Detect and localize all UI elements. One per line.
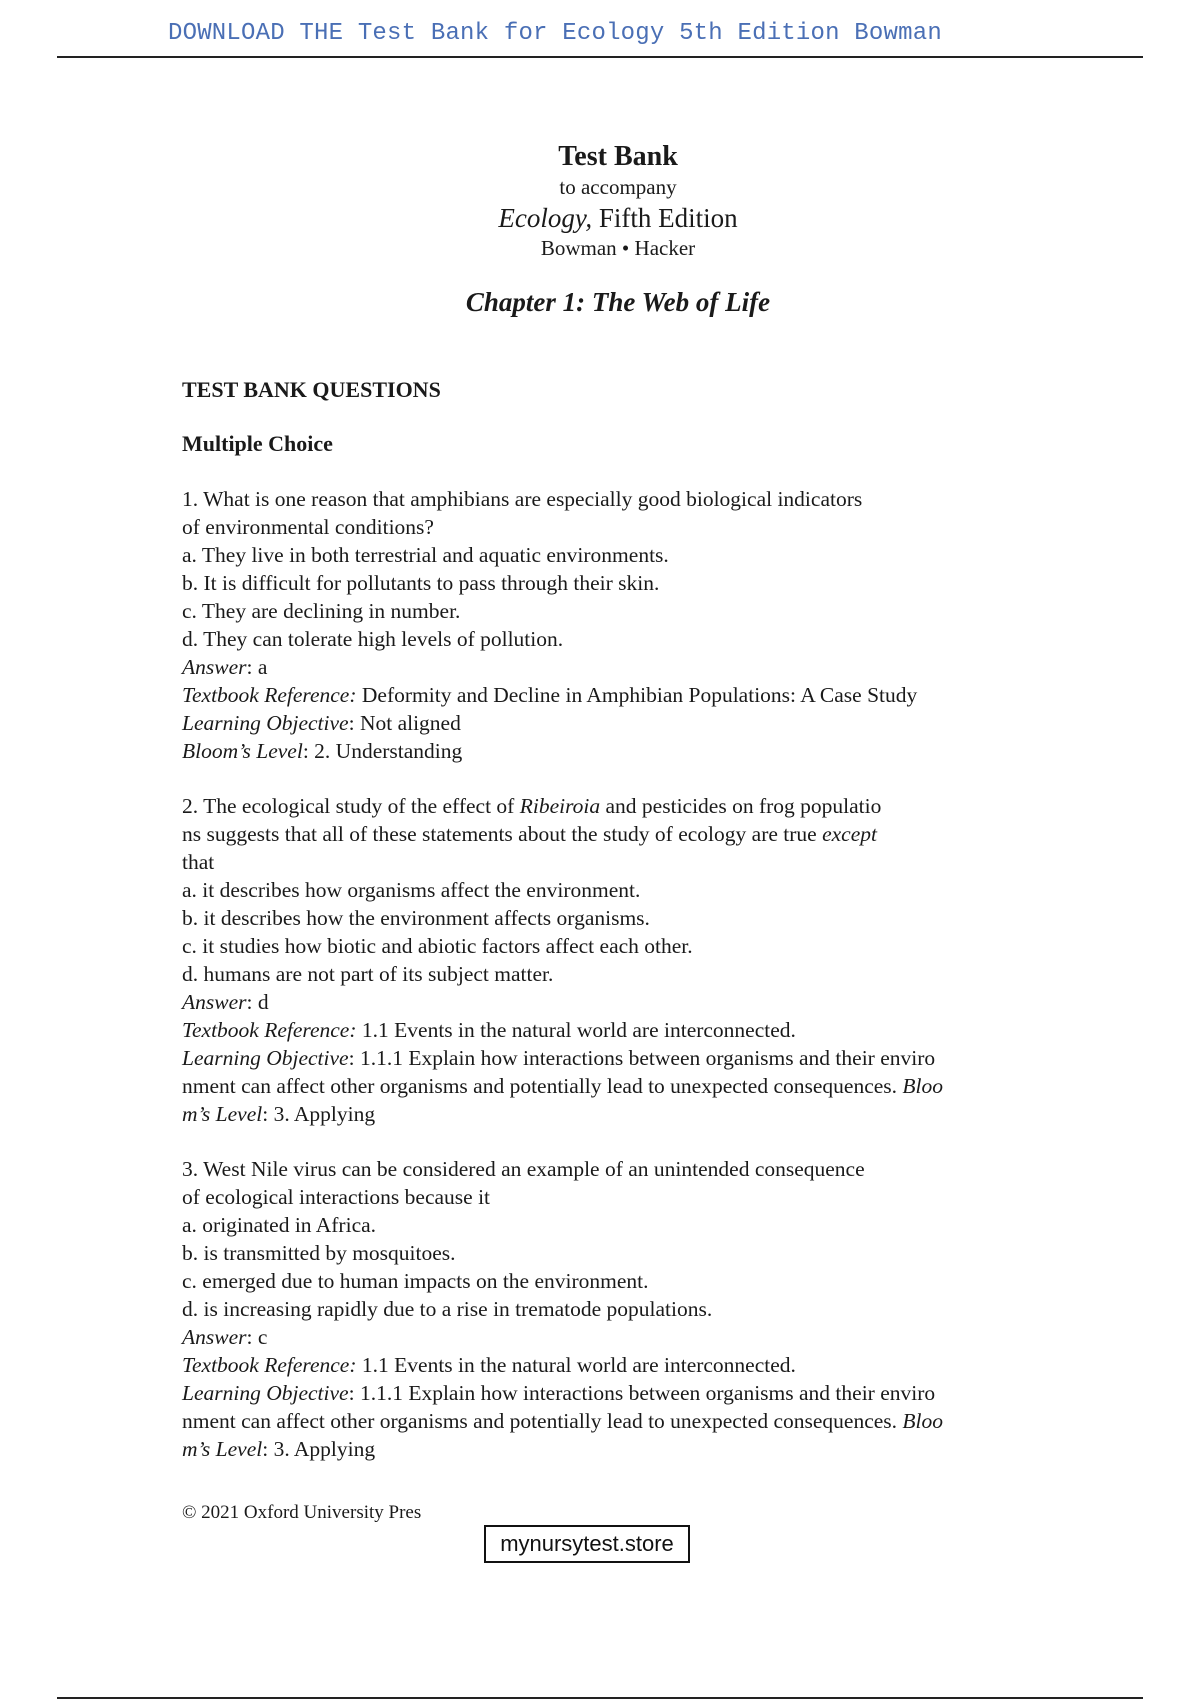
answer-option: b. it describes how the environment affects organisms. — [182, 906, 650, 930]
objective-line — [182, 1379, 1082, 1407]
answer-option: a. it describes how organisms affect the environment. — [182, 878, 641, 902]
answer-label: Answer — [182, 1325, 247, 1349]
question-stem: 1. What is one reason that amphibians are especially good biological indicators — [182, 487, 863, 511]
bottom-divider — [57, 1697, 1143, 1699]
answer-option: a. They live in both terrestrial and aquatic environments. — [182, 543, 669, 567]
question-type-heading: Multiple Choice — [182, 431, 333, 456]
answer-value: : a — [246, 655, 268, 679]
answer-option: c. They are declining in number. — [182, 599, 461, 623]
blooms-label: Bloo — [902, 1074, 944, 1098]
blooms-value: : 3. Applying — [262, 1437, 376, 1461]
book-title — [0, 202, 1200, 234]
book-title-italic: Ecology, — [498, 203, 593, 233]
blooms-line — [182, 737, 1082, 765]
stem-text: 2. The ecological study of the effect of — [182, 794, 520, 818]
blooms-label: m’s Level — [182, 1437, 263, 1461]
question-stem: 3. West Nile virus can be considered an example of an unintended consequence — [182, 1157, 865, 1181]
blooms-line — [182, 1100, 1082, 1128]
copyright-notice: © 2021 Oxford University Pres — [182, 1502, 422, 1523]
reference-label: Textbook Reference: — [182, 683, 357, 707]
reference-line — [182, 1351, 1082, 1379]
answer-line — [182, 1323, 1082, 1351]
answer-line — [182, 653, 1082, 681]
reference-label: Textbook Reference: — [182, 1353, 357, 1377]
answer-option: b. It is difficult for pollutants to pass through their skin. — [182, 571, 660, 595]
document-subtitle: to accompany — [559, 175, 677, 199]
objective-line — [182, 1407, 1082, 1435]
answer-option: c. emerged due to human impacts on the environment. — [182, 1269, 649, 1293]
top-divider — [57, 56, 1143, 58]
objective-value: nment can affect other organisms and potentially lead to unexpected consequences. — [182, 1074, 903, 1098]
stem-text: ns suggests that all of these statements about the study of ecology are true — [182, 822, 823, 846]
answer-option: d. They can tolerate high levels of pollution. — [182, 627, 564, 651]
store-watermark-link[interactable]: mynursytest.store — [484, 1525, 690, 1563]
reference-value: Deformity and Decline in Amphibian Populations: A Case Study — [356, 683, 918, 707]
stem-text: and pesticides on frog populatio — [600, 794, 882, 818]
answer-option: d. is increasing rapidly due to a rise in trematode populations. — [182, 1297, 713, 1321]
question-3 — [182, 1155, 1082, 1463]
objective-line — [182, 1044, 1082, 1072]
answer-line — [182, 988, 1082, 1016]
reference-line — [182, 1016, 1082, 1044]
blooms-label: Bloom’s Level — [182, 739, 303, 763]
question-stem: that — [182, 850, 215, 874]
question-1 — [182, 485, 1082, 765]
blooms-label: m’s Level — [182, 1102, 263, 1126]
question-stem — [182, 820, 1082, 848]
blooms-value: : 3. Applying — [262, 1102, 376, 1126]
answer-option: d. humans are not part of its subject matter. — [182, 962, 554, 986]
book-edition: Fifth Edition — [592, 203, 738, 233]
reference-value: 1.1 Events in the natural world are interconnected. — [356, 1018, 796, 1042]
objective-label: Learning Objective — [182, 711, 349, 735]
objective-value: : 1.1.1 Explain how interactions between organisms and their enviro — [348, 1046, 936, 1070]
reference-label: Textbook Reference: — [182, 1018, 357, 1042]
answer-label: Answer — [182, 655, 247, 679]
answer-option: c. it studies how biotic and abiotic factors affect each other. — [182, 934, 693, 958]
title-block — [0, 140, 1200, 318]
reference-value: 1.1 Events in the natural world are interconnected. — [356, 1353, 796, 1377]
objective-label: Learning Objective — [182, 1046, 349, 1070]
objective-value: : 1.1.1 Explain how interactions between organisms and their enviro — [348, 1381, 936, 1405]
answer-label: Answer — [182, 990, 247, 1014]
objective-value: : Not aligned — [348, 711, 461, 735]
objective-line — [182, 709, 1082, 737]
answer-option: b. is transmitted by mosquitoes. — [182, 1241, 456, 1265]
objective-value: nment can affect other organisms and potentially lead to unexpected consequences. — [182, 1409, 903, 1433]
objective-line — [182, 1072, 1082, 1100]
reference-line — [182, 681, 1082, 709]
stem-italic: Ribeiroia — [519, 794, 601, 818]
section-heading: TEST BANK QUESTIONS — [182, 377, 441, 402]
document-title: Test Bank — [558, 141, 678, 172]
question-stem — [182, 792, 1082, 820]
authors: Bowman • Hacker — [540, 236, 696, 260]
answer-value: : c — [246, 1325, 268, 1349]
question-2 — [182, 792, 1082, 1128]
blooms-value: : 2. Understanding — [302, 739, 463, 763]
download-banner[interactable]: DOWNLOAD THE Test Bank for Ecology 5th Edition Bowman — [168, 20, 942, 47]
question-content — [182, 376, 1082, 1463]
stem-italic: except — [822, 822, 877, 846]
question-stem: of ecological interactions because it — [182, 1185, 491, 1209]
blooms-line — [182, 1435, 1082, 1463]
chapter-title: Chapter 1: The Web of Life — [465, 287, 771, 317]
question-stem: of environmental conditions? — [182, 515, 434, 539]
answer-option: a. originated in Africa. — [182, 1213, 377, 1237]
answer-value: : d — [246, 990, 269, 1014]
objective-label: Learning Objective — [182, 1381, 349, 1405]
blooms-label: Bloo — [902, 1409, 944, 1433]
